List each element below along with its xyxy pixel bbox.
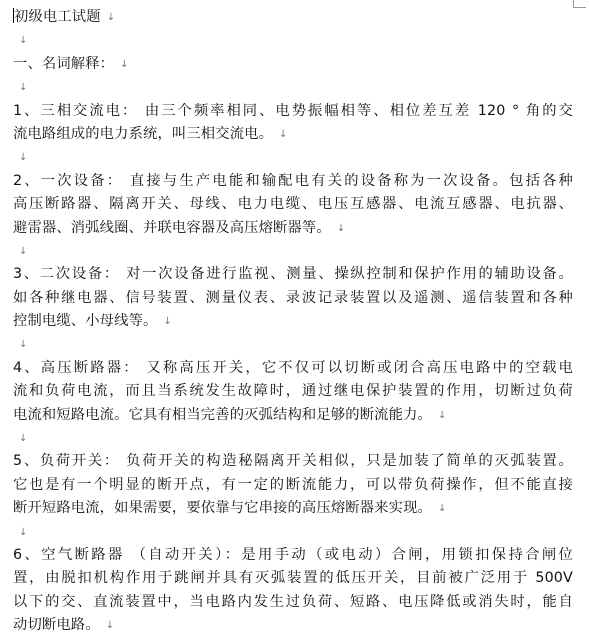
document-line [13,217,573,240]
document-line [13,6,573,29]
line-text: 控制电缆、小母线等。 [13,313,158,330]
paragraph-return-mark: ↓ [19,152,28,164]
line-text: 以下的交、直流装置中，当电路内发生过负荷、短路、电压降低或消失时，能自 [13,593,573,610]
paragraph-return-mark: ↓ [19,245,28,257]
document-line [13,614,573,637]
document-line [13,170,573,193]
paragraph-return-mark: ↓ [106,12,116,23]
line-text: 流和负荷电流，而且当系统发生故障时，通过继电保护装置的作用，切断过负荷 [13,383,573,400]
document-line [13,544,573,567]
document-line [13,263,573,286]
page-corner-marker [573,0,586,8]
document-line [13,404,573,427]
paragraph-return-mark: ↓ [120,58,129,70]
document-line [13,357,573,380]
empty-line [13,333,573,356]
line-text: 避雷器、消弧线圈、并联电容器及高压熔断器等。 [13,219,331,236]
document-body[interactable] [13,6,573,638]
paragraph-return-mark: ↓ [336,222,346,234]
document-line [13,474,573,497]
paragraph-return-mark: ↓ [19,526,28,538]
empty-line [13,146,573,169]
paragraph-return-mark: ↓ [19,339,28,351]
line-text: 它也是有一个明显的断开点，有一定的断流能力，可以带负荷操作，但不能直接 [13,476,573,493]
document-line [13,100,573,123]
empty-line [13,240,573,263]
document-line [13,591,573,614]
paragraph-return-mark: ↓ [437,503,447,515]
document-line [13,193,573,216]
line-text: 断开短路电流，如果需要，要依靠与它串接的高压熔断器来实现。 [13,500,432,517]
paragraph-return-mark: ↓ [437,409,447,421]
line-text: 4、高压断路器： 又称高压开关，它不仅可以切断或闭合高压电路中的空载电 [13,359,573,376]
line-text: 电流和短路电流。它具有相当完善的灭弧结构和足够的断流能力。 [13,406,432,423]
line-text: 1、三相交流电： 由三个频率相同、电势振幅相等、相位差互差 120 ° 角的交 [13,102,573,119]
document-line [13,310,573,333]
line-text: 如各种继电器、信号装置、测量仪表、录波记录装置以及遥测、遥信装置和各种 [13,289,573,306]
line-text: 初级电工试题 [14,9,101,25]
document-line [13,123,573,146]
line-text: 一、名词解释： [13,55,115,72]
line-text: 动切断电路。 [13,617,100,634]
empty-line [13,521,573,544]
line-text: 2、一次设备： 直接与生产电能和输配电有关的设备称为一次设备。包括各种 [13,172,573,189]
document-line [13,450,573,473]
paragraph-return-mark: ↓ [163,316,172,328]
document-line [13,53,573,76]
document-line [13,497,573,520]
paragraph-return-mark: ↓ [19,433,28,445]
line-text: 6、空气断路器 （自动开关）：是用手动（或电动）合闸，用锁扣保持合闸位 [13,546,573,563]
line-text: 5、负荷开关： 负荷开关的构造秘隔离开关相似，只是加装了简单的灭弧装置。 [13,453,573,470]
paragraph-return-mark: ↓ [19,35,28,47]
line-text: 3、二次设备： 对一次设备进行监视、测量、操纵控制和保护作用的辅助设备。 [13,266,573,283]
line-text: 置，由脱扣机构作用于跳闸并具有灭弧装置的低压开关，目前被广泛用于 500V [13,570,573,587]
empty-line [13,427,573,450]
document-line [13,567,573,590]
empty-line [13,76,573,99]
document-line [13,287,573,310]
document-line [13,380,573,403]
line-text: 流电路组成的电力系统，叫三相交流电。 [13,125,274,142]
paragraph-return-mark: ↓ [279,128,288,140]
paragraph-return-mark: ↓ [105,620,115,632]
line-text: 高压断路器、隔离开关、母线、电力电缆、电压互感器、电流互感器、电抗器、 [13,196,573,213]
empty-line [13,29,573,52]
paragraph-return-mark: ↓ [19,82,28,94]
